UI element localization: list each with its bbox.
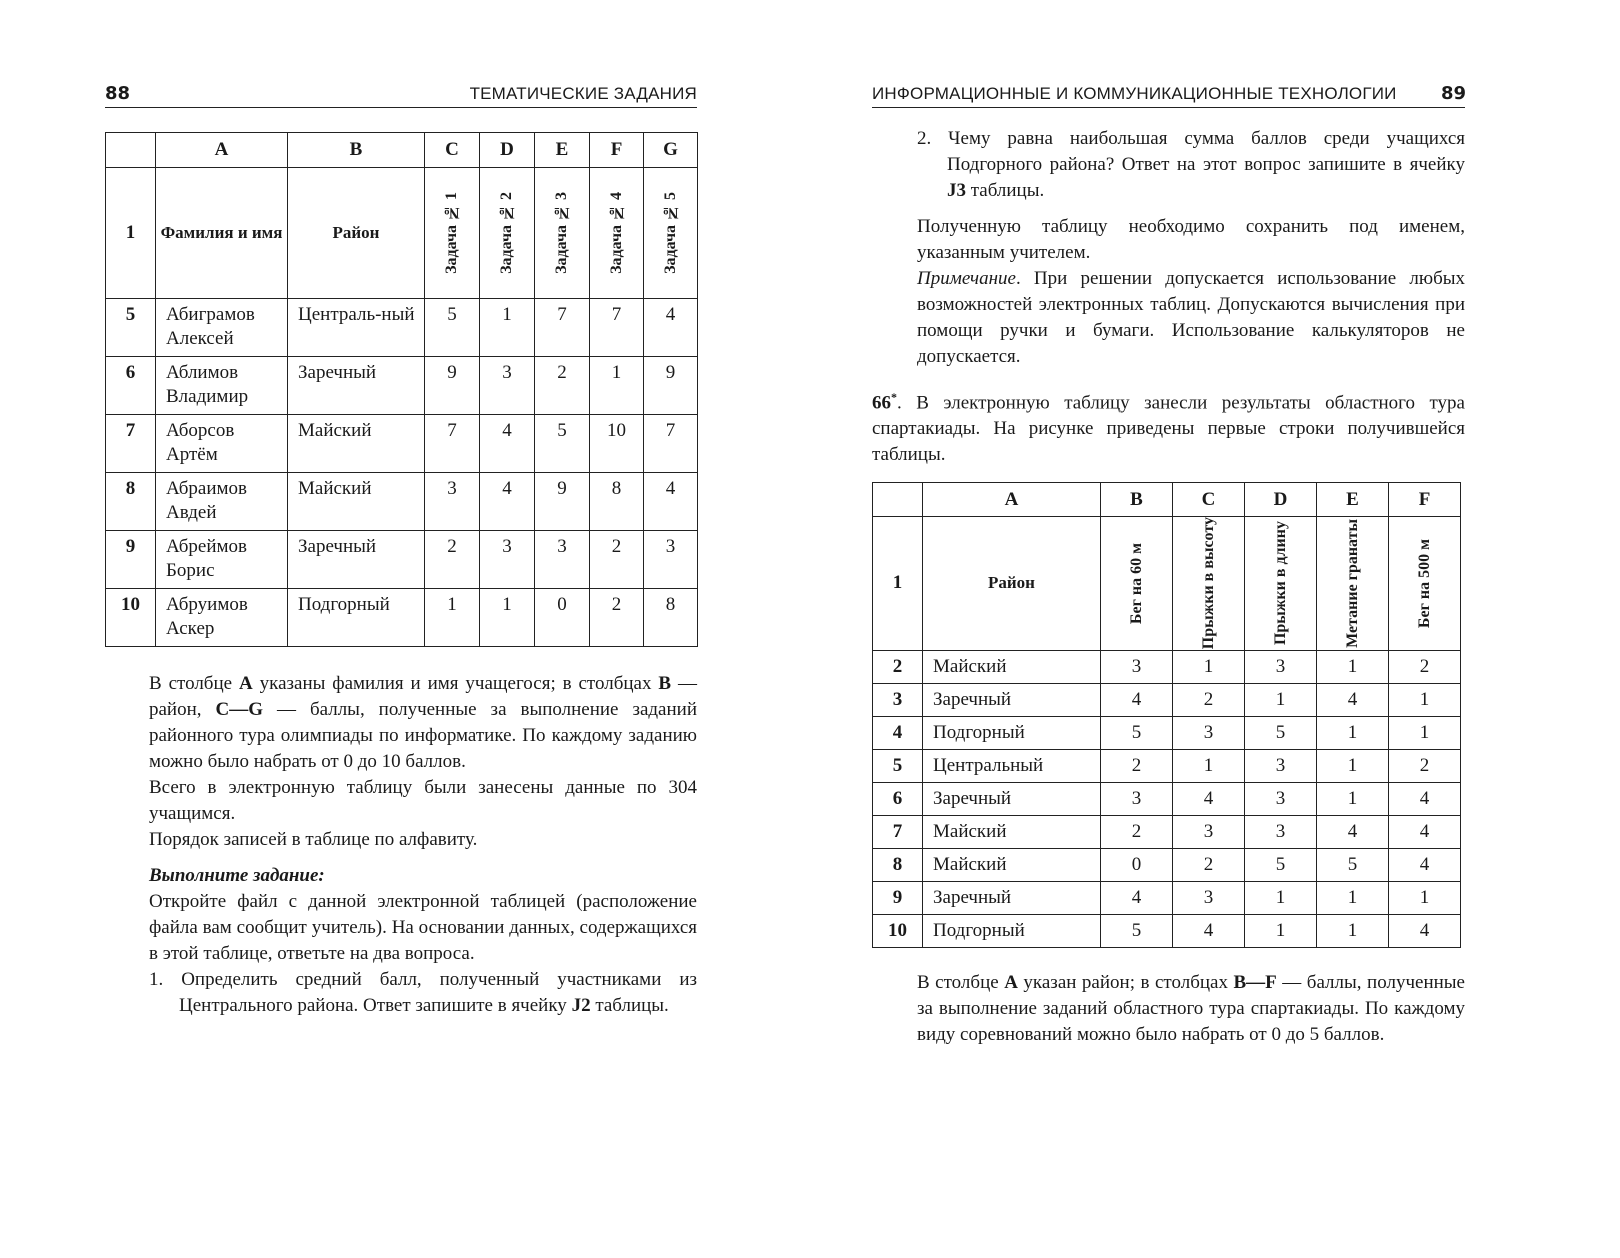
table-cell: 5: [1245, 848, 1317, 881]
table-cell: Заречный: [923, 683, 1101, 716]
row-number-cell: 7: [873, 815, 923, 848]
bold-term: Выполните задание:: [149, 865, 325, 886]
table-cell: 7: [644, 415, 698, 473]
table-cell: 3: [1245, 815, 1317, 848]
table-cell: 2: [535, 357, 590, 415]
paragraph: [149, 827, 697, 853]
table-cell: Заречный: [923, 782, 1101, 815]
table-cell: 1: [1173, 650, 1245, 683]
column-letter-cell: A: [923, 483, 1101, 517]
row-number-cell: 5: [106, 299, 156, 357]
column-letter-cell: B: [288, 133, 425, 168]
table-cell: 4: [644, 299, 698, 357]
text-span: Всего в электронную таблицу были занесены данные по 304 учащимся.: [149, 777, 697, 824]
table-cell: 2: [1101, 749, 1173, 782]
table-cell: 1: [1317, 749, 1389, 782]
row-number-cell: 6: [873, 782, 923, 815]
header-rule-right: [872, 107, 1465, 108]
table-cell: Майский: [923, 848, 1101, 881]
header-row: [873, 517, 1461, 650]
table-cell: 1: [1389, 881, 1461, 914]
table-row: [106, 415, 698, 473]
table-cell: 4: [1173, 914, 1245, 947]
header-label-vertical: Задача № 4: [607, 192, 625, 274]
table-cell: Абреймов Борис: [156, 531, 288, 589]
right-body-text-top: [917, 126, 1465, 370]
left-body-text: [149, 671, 697, 1019]
row-number-cell: 10: [873, 914, 923, 947]
table-cell: 5: [425, 299, 480, 357]
text-span: В столбце: [917, 971, 1005, 993]
header-cell: [644, 168, 698, 299]
row-number-cell: 10: [106, 589, 156, 647]
table-cell: 1: [1389, 716, 1461, 749]
row-number-cell: 6: [106, 357, 156, 415]
table-cell: Заречный: [288, 357, 425, 415]
table-cell: 3: [480, 357, 535, 415]
column-letters-row: [106, 133, 698, 168]
text-span: Полученную таблицу необходимо сохранить под именем, указанным учителем.: [917, 216, 1465, 263]
table-cell: 4: [1101, 881, 1173, 914]
table-cell: 1: [590, 357, 644, 415]
text-span: — баллы, полученные за выполнение заданий областного тура спартакиады. По каждому виду соревнований можно было набрать от 0 до 5 баллов.: [917, 971, 1465, 1045]
table-cell: 3: [425, 473, 480, 531]
table-cell: 9: [425, 357, 480, 415]
table-cell: 4: [1389, 815, 1461, 848]
table-row: [873, 848, 1461, 881]
table-cell: Аборсов Артём: [156, 415, 288, 473]
table-cell: 2: [425, 531, 480, 589]
bold-term: B—F: [1233, 971, 1277, 993]
table-row: [873, 914, 1461, 947]
text-span: таблицы.: [966, 180, 1045, 201]
table-cell: 9: [535, 473, 590, 531]
row-number-cell: 7: [106, 415, 156, 473]
header-label-vertical: Бег на 500 м: [1415, 538, 1433, 628]
paragraph: [917, 126, 1465, 204]
header-cell: [1317, 517, 1389, 650]
table-cell: 4: [1317, 683, 1389, 716]
scores-table-olympiad: [105, 132, 698, 647]
column-letter-cell: D: [1245, 483, 1317, 517]
table-cell: Майский: [923, 650, 1101, 683]
bold-term: J3: [947, 180, 966, 201]
header-cell: Район: [923, 517, 1101, 650]
table-cell: 4: [1317, 815, 1389, 848]
table-cell: Заречный: [923, 881, 1101, 914]
header-cell: [535, 168, 590, 299]
header-cell: Район: [288, 168, 425, 299]
row-number-cell: 2: [873, 650, 923, 683]
table-cell: 2: [590, 589, 644, 647]
column-letter-cell: C: [1173, 483, 1245, 517]
header-label-vertical: Задача № 5: [661, 192, 679, 274]
task-66: [872, 384, 1465, 468]
table-cell: 4: [480, 473, 535, 531]
table-cell: 9: [644, 357, 698, 415]
header-label-vertical: Прыжки в высоту: [1199, 517, 1217, 650]
text-span: — район,: [149, 673, 697, 720]
page-number-left: 88: [105, 83, 131, 104]
header-label-vertical: Прыжки в длину: [1271, 521, 1289, 646]
table-row: [873, 815, 1461, 848]
table-cell: 1: [480, 299, 535, 357]
header-cell: [1389, 517, 1461, 650]
table-cell: 8: [644, 589, 698, 647]
table-cell: 3: [1245, 782, 1317, 815]
task-number: 66: [872, 392, 891, 414]
bold-term: A: [238, 673, 253, 694]
table-cell: Подгорный: [288, 589, 425, 647]
header-label-vertical: Метание гранаты: [1343, 518, 1361, 648]
table-cell: 4: [480, 415, 535, 473]
bold-term: B: [658, 673, 672, 694]
table-cell: 3: [480, 531, 535, 589]
header-cell: [425, 168, 480, 299]
table-cell: 5: [1317, 848, 1389, 881]
right-body-text-bottom: [917, 970, 1465, 1048]
table-cell: 1: [1245, 914, 1317, 947]
table-cell: 1: [1317, 914, 1389, 947]
table-cell: 7: [590, 299, 644, 357]
table-cell: 4: [1389, 782, 1461, 815]
paragraph: [149, 863, 697, 889]
table-cell: Абиграмов Алексей: [156, 299, 288, 357]
header-cell: [1245, 517, 1317, 650]
page-number-right: 89: [1441, 83, 1467, 104]
header-label-vertical: Задача № 2: [498, 192, 515, 274]
text-span: 1. Определить средний балл, полученный участниками из Центрального района. Ответ запишите в ячейку: [149, 969, 697, 1016]
table-cell: Майский: [923, 815, 1101, 848]
table-cell: 4: [1389, 848, 1461, 881]
table-cell: 4: [1173, 782, 1245, 815]
text-span: В столбце: [149, 673, 239, 694]
bold-term: C—G: [215, 699, 263, 720]
running-head-left: ТЕМАТИЧЕСКИЕ ЗАДАНИЯ: [469, 84, 697, 103]
table-cell: 4: [644, 473, 698, 531]
table-cell: 3: [1173, 815, 1245, 848]
table-cell: Подгорный: [923, 716, 1101, 749]
table-cell: 2: [1173, 848, 1245, 881]
header-cell: [1173, 517, 1245, 650]
text-span: указан район; в столбцах: [1017, 971, 1234, 993]
table-cell: Абраимов Авдей: [156, 473, 288, 531]
paragraph: [149, 889, 697, 967]
table-cell: 3: [644, 531, 698, 589]
column-letter-cell: D: [480, 133, 535, 168]
table-row: [106, 299, 698, 357]
table-cell: 3: [1245, 749, 1317, 782]
left-page-column: [105, 132, 697, 1019]
table-cell: 1: [1317, 650, 1389, 683]
table-cell: Майский: [288, 473, 425, 531]
column-letter-cell: E: [535, 133, 590, 168]
row-number-cell: 9: [873, 881, 923, 914]
table-cell: Центральный: [923, 749, 1101, 782]
header-cell: [1101, 517, 1173, 650]
table-cell: 1: [1245, 881, 1317, 914]
column-letter-cell: [873, 483, 923, 517]
table-cell: 4: [1101, 683, 1173, 716]
table-row: [873, 716, 1461, 749]
paragraph: [917, 214, 1465, 266]
paragraph: [149, 967, 697, 1019]
header-label-vertical: Задача № 1: [443, 192, 460, 274]
header-cell: [590, 168, 644, 299]
table-cell: 3: [1173, 881, 1245, 914]
running-head-right: ИНФОРМАЦИОННЫЕ И КОММУНИКАЦИОННЫЕ ТЕХНОЛОГИИ: [872, 84, 1397, 103]
column-letter-cell: [106, 133, 156, 168]
table-cell: 1: [425, 589, 480, 647]
table-cell: 5: [1245, 716, 1317, 749]
table-row: [106, 357, 698, 415]
table-cell: 3: [1245, 650, 1317, 683]
table-cell: 1: [1245, 683, 1317, 716]
table-cell: 2: [1173, 683, 1245, 716]
table-cell: Аблимов Владимир: [156, 357, 288, 415]
table-cell: 5: [1101, 914, 1173, 947]
header-row: [106, 168, 698, 299]
column-letter-cell: F: [1389, 483, 1461, 517]
header-cell: [480, 168, 535, 299]
table-cell: Подгорный: [923, 914, 1101, 947]
table-cell: 2: [590, 531, 644, 589]
table-cell: 5: [535, 415, 590, 473]
task-star: *: [891, 390, 897, 404]
bold-term: A: [1004, 971, 1018, 993]
table-cell: Майский: [288, 415, 425, 473]
paragraph: [917, 970, 1465, 1048]
bold-term: J2: [571, 995, 591, 1016]
column-letter-cell: B: [1101, 483, 1173, 517]
table-cell: 3: [1173, 716, 1245, 749]
header-cell: 1: [106, 168, 156, 299]
row-number-cell: 9: [106, 531, 156, 589]
table-row: [873, 650, 1461, 683]
text-span: Откройте файл с данной электронной таблицей (расположение файла вам сообщит учитель). На основании данных, содержащихся в этой таблице, ответьте на два вопроса.: [149, 891, 697, 964]
column-letter-cell: G: [644, 133, 698, 168]
table-cell: Заречный: [288, 531, 425, 589]
table-cell: 5: [1101, 716, 1173, 749]
table-cell: 1: [1173, 749, 1245, 782]
table-cell: 3: [1101, 782, 1173, 815]
paragraph: [149, 671, 697, 775]
text-span: указаны фамилия и имя учащегося; в столбцах: [252, 673, 659, 694]
header-cell: Фамилия и имя: [156, 168, 288, 299]
right-page-column: [872, 126, 1465, 1048]
column-letters-row: [873, 483, 1461, 517]
table-cell: 0: [1101, 848, 1173, 881]
table-row: [873, 749, 1461, 782]
table-row: [106, 589, 698, 647]
table-cell: 1: [1317, 881, 1389, 914]
row-number-cell: 8: [106, 473, 156, 531]
text-span: Примечание: [917, 268, 1016, 289]
column-letter-cell: F: [590, 133, 644, 168]
table-cell: Абруимов Аскер: [156, 589, 288, 647]
table-row: [873, 782, 1461, 815]
row-number-cell: 5: [873, 749, 923, 782]
column-letter-cell: C: [425, 133, 480, 168]
table-cell: 2: [1389, 650, 1461, 683]
header-cell: 1: [873, 517, 923, 650]
column-letter-cell: E: [1317, 483, 1389, 517]
row-number-cell: 3: [873, 683, 923, 716]
text-span: таблицы.: [590, 995, 669, 1016]
table-cell: 4: [1389, 914, 1461, 947]
header-label-vertical: Бег на 60 м: [1127, 542, 1145, 624]
table-cell: 3: [535, 531, 590, 589]
table-cell: 1: [480, 589, 535, 647]
text-span: — баллы, полученные за выполнение заданий районного тура олимпиады по информатике. По каждому заданию можно было набрать от 0 до 10 баллов.: [149, 699, 697, 772]
table-cell: 1: [1389, 683, 1461, 716]
table-row: [106, 473, 698, 531]
table-cell: Централь-ный: [288, 299, 425, 357]
table-cell: 2: [1389, 749, 1461, 782]
table-cell: 7: [425, 415, 480, 473]
table-cell: 2: [1101, 815, 1173, 848]
paragraph: [149, 775, 697, 827]
scores-table-spartakiad: [872, 482, 1461, 947]
table-row: [873, 881, 1461, 914]
table-cell: 3: [1101, 650, 1173, 683]
column-letter-cell: A: [156, 133, 288, 168]
table-cell: 7: [535, 299, 590, 357]
table-cell: 8: [590, 473, 644, 531]
table-row: [106, 531, 698, 589]
text-span: . При решении допускается использование любых возможностей электронных таблиц. Допускаются вычисления при помощи ручки и бумаги. Использование калькуляторов не допускается.: [917, 268, 1465, 367]
table-cell: 1: [1317, 782, 1389, 815]
text-span: 2. Чему равна наибольшая сумма баллов среди учащихся Подгорного района? Ответ на этот вопрос запишите в ячейку: [917, 128, 1465, 175]
row-number-cell: 8: [873, 848, 923, 881]
text-span: Порядок записей в таблице по алфавиту.: [149, 829, 478, 850]
table-row: [873, 683, 1461, 716]
header-label-vertical: Задача № 3: [553, 192, 570, 274]
table-cell: 1: [1317, 716, 1389, 749]
header-rule-left: [105, 107, 697, 108]
table-cell: 0: [535, 589, 590, 647]
paragraph: [917, 266, 1465, 370]
table-cell: 10: [590, 415, 644, 473]
task-text: . В электронную таблицу занесли результаты областного тура спартакиады. На рисунке приведены первые строки получившейся таблицы.: [872, 392, 1465, 466]
row-number-cell: 4: [873, 716, 923, 749]
